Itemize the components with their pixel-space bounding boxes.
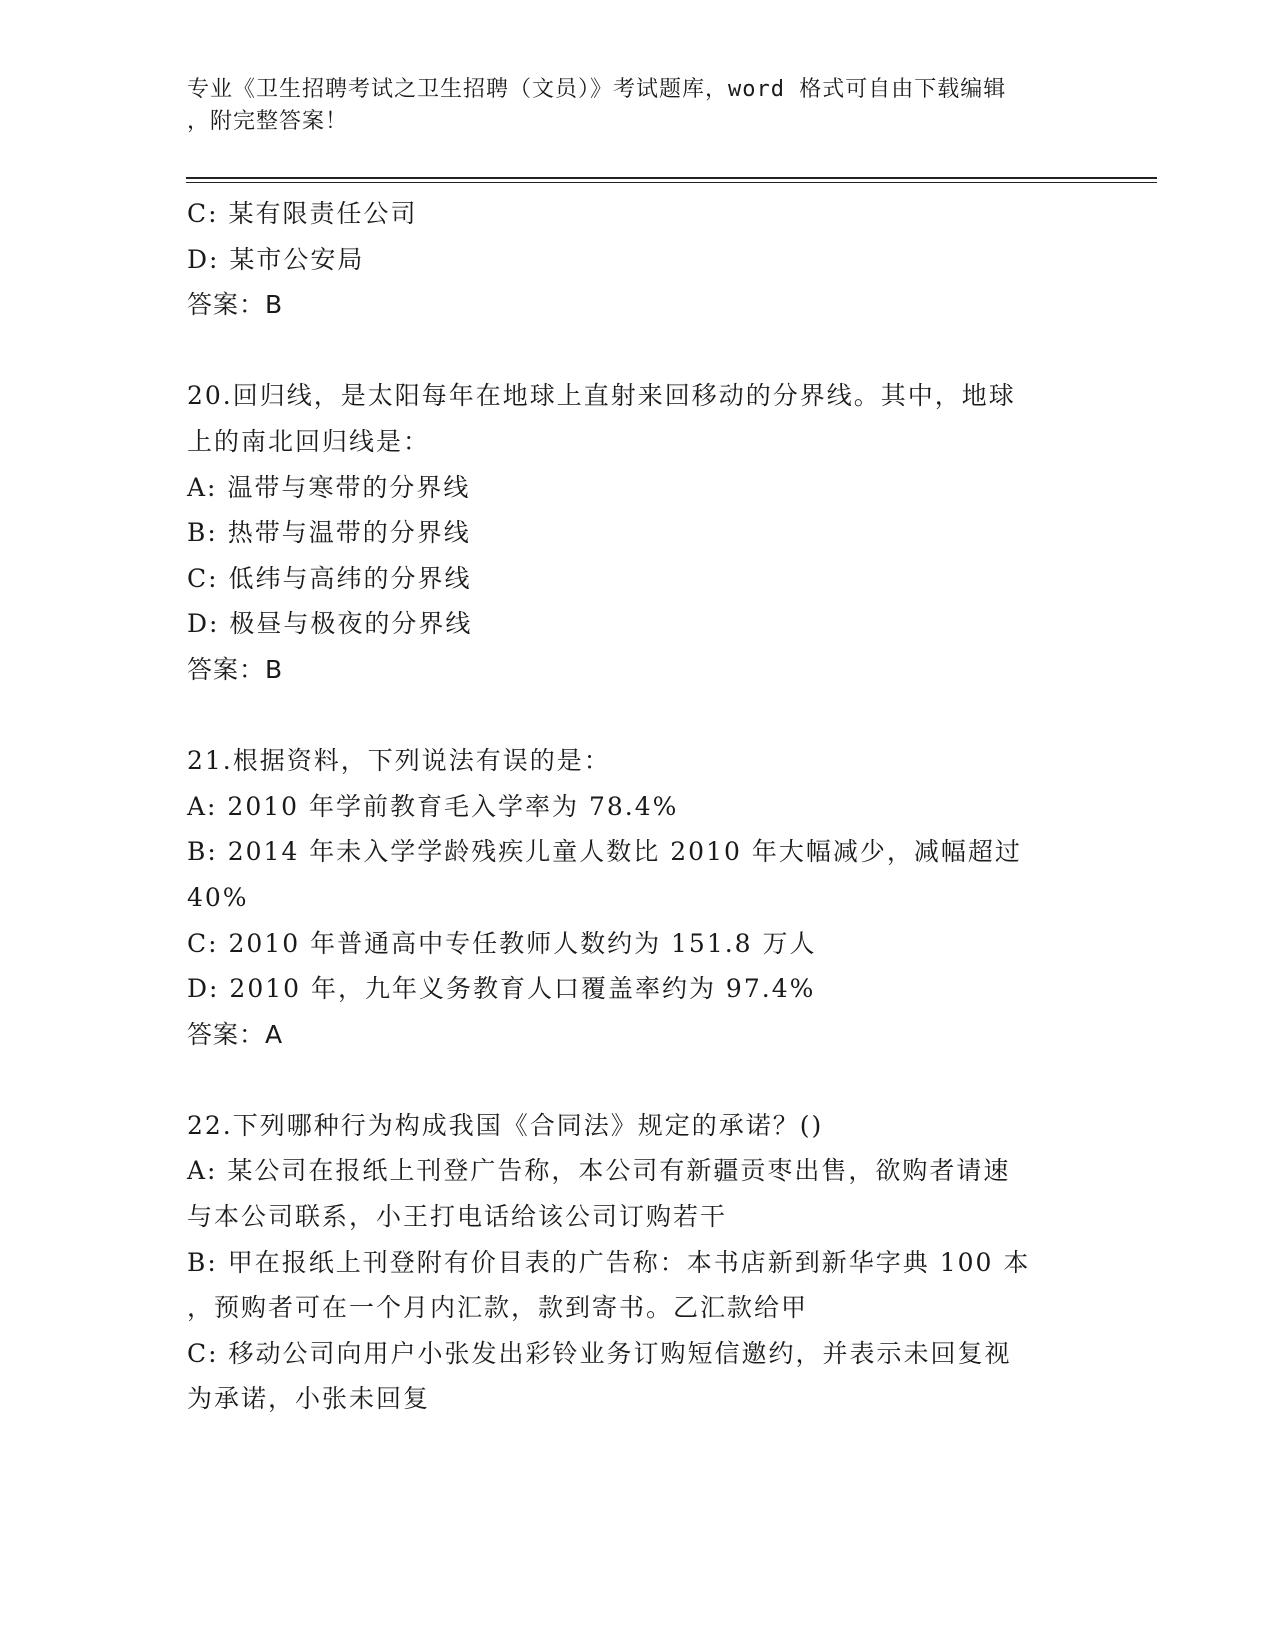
option-c: C: 低纬与高纬的分界线 [187, 563, 472, 593]
header-divider-thick [186, 177, 1157, 179]
option-b: B: 2014 年未入学学龄残疾儿童人数比 2010 年大幅减少，减幅超过 [187, 837, 1022, 867]
question-content [187, 191, 1087, 1422]
question-stem-continued: 上的南北回归线是： [187, 426, 431, 456]
option-d: D: 某市公安局 [187, 244, 365, 274]
header-line-2: ，附完整答案！ [187, 109, 349, 134]
answer-line: 答案：B [187, 654, 284, 684]
option-c: C: 2010 年普通高中专任教师人数约为 151.8 万人 [187, 928, 817, 958]
header-divider-thin [186, 182, 1157, 183]
spacer [187, 328, 1087, 374]
question-22 [187, 1103, 1087, 1422]
spacer [187, 693, 1087, 739]
spacer [187, 1057, 1087, 1103]
answer-line: 答案：A [187, 1019, 284, 1049]
option-a: A: 温带与寒带的分界线 [187, 472, 471, 502]
header-line-1: 专业《卫生招聘考试之卫生招聘（文员）》考试题库，word 格式可自由下载编辑 [187, 77, 1007, 102]
answer-line: 答案：B [187, 290, 284, 320]
option-b: B: 甲在报纸上刊登附有价目表的广告称：本书店新到新华字典 100 本 [187, 1247, 1031, 1277]
question-stem: 20.回归线，是太阳每年在地球上直射来回移动的分界线。其中，地球 [187, 381, 1016, 411]
question-21 [187, 738, 1087, 1057]
option-a: A: 2010 年学前教育毛入学率为 78.4% [187, 791, 679, 821]
option-a-continued: 与本公司联系，小王打电话给该公司订购若干 [187, 1202, 728, 1232]
option-c-continued: 为承诺，小张未回复 [187, 1384, 431, 1414]
option-b-continued: ，预购者可在一个月内汇款，款到寄书。乙汇款给甲 [187, 1293, 809, 1323]
page-header [187, 74, 1067, 138]
option-b: B: 热带与温带的分界线 [187, 518, 471, 548]
question-stem: 21.根据资料，下列说法有误的是： [187, 746, 611, 776]
question-stem: 22.下列哪种行为构成我国《合同法》规定的承诺？() [187, 1110, 824, 1140]
option-d: D: 极昼与极夜的分界线 [187, 609, 473, 639]
option-d: D: 2010 年，九年义务教育人口覆盖率约为 97.4% [187, 974, 816, 1004]
question-20 [187, 373, 1087, 692]
option-c: C: 移动公司向用户小张发出彩铃业务订购短信邀约，并表示未回复视 [187, 1338, 1012, 1368]
option-a: A: 某公司在报纸上刊登广告称，本公司有新疆贡枣出售，欲购者请速 [187, 1156, 1011, 1186]
option-b-continued: 40% [187, 882, 249, 912]
previous-question-tail [187, 191, 1087, 328]
option-c: C: 某有限责任公司 [187, 199, 418, 228]
